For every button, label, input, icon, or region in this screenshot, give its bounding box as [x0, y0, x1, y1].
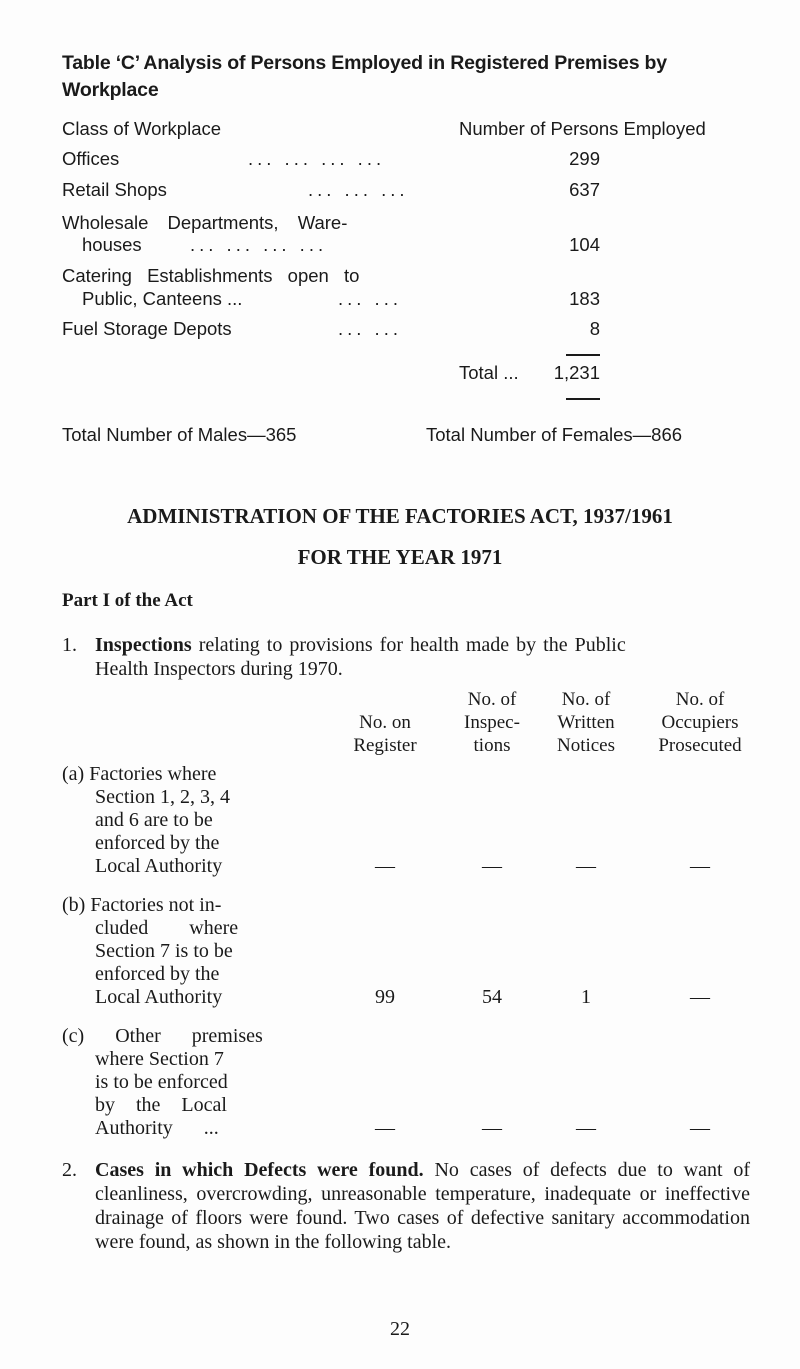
cases-paragraph: [95, 1158, 750, 1254]
table-cell: —: [482, 1117, 502, 1139]
table-c-title: Table ‘C’ Analysis of Persons Employed in Registered Premises by Workplace: [62, 52, 667, 101]
rule: [566, 354, 600, 356]
row-label-line: and 6 are to be: [95, 809, 213, 831]
total-label: Total ...: [459, 362, 519, 383]
row-label-line: enforced by the: [95, 963, 220, 985]
inspections-lead: Inspections: [95, 634, 192, 656]
inspections-intro: [95, 633, 626, 657]
workplace-row-label: Catering Establishments open to: [62, 265, 360, 286]
workplace-row-value: 299: [569, 148, 600, 169]
col-number-header: Number of Persons Employed: [459, 118, 706, 139]
table-cell: 1: [581, 986, 591, 1008]
rule: [566, 398, 600, 400]
row-label-line: enforced by the: [95, 832, 220, 854]
section-number: 1.: [62, 634, 77, 656]
col-class-header: Class of Workplace: [62, 118, 222, 139]
row-label-line: Section 7 is to be: [95, 940, 233, 962]
col-header-line: Prosecuted: [658, 735, 742, 756]
leader-dots: ... ...: [338, 318, 402, 339]
leader-dots: ... ...: [338, 288, 402, 309]
workplace-row-value: 104: [569, 234, 600, 255]
workplace-row-value: 8: [589, 318, 600, 339]
col-header-line: tions: [473, 735, 511, 756]
workplace-row-label-cont: houses: [82, 234, 142, 255]
cases-lead: Cases in which Defects were found.: [95, 1159, 424, 1181]
workplace-row-value: 637: [569, 179, 600, 200]
col-header-line: No. of: [467, 689, 517, 710]
table-cell: 99: [375, 986, 395, 1008]
workplace-row-label-cont: Public, Canteens ...: [82, 288, 243, 309]
workplace-row-label: Retail Shops: [62, 179, 167, 200]
col-header-line: No. of: [675, 689, 725, 710]
table-cell: —: [375, 1117, 395, 1139]
row-label-line: is to be enforced: [95, 1071, 228, 1093]
cases-text: No cases of defects due to want of cleanliness, overcrowding, unreasonable temperature, inadequate or ineffective drainage of floors were found. Two cases of defective sanitary accommodation were found, as shown in the following table.: [95, 1159, 751, 1253]
row-label-line: (c) Other premises: [62, 1025, 263, 1047]
admin-heading: ADMINISTRATION OF THE FACTORIES ACT, 1937/1961: [127, 504, 673, 528]
col-header-line: Notices: [556, 735, 616, 756]
admin-subheading: FOR THE YEAR 1971: [297, 545, 503, 569]
col-header-line: Occupiers: [661, 712, 739, 733]
col-header-line: No. of: [561, 689, 611, 710]
workplace-row-label: Wholesale Departments, Ware-: [62, 212, 348, 233]
table-cell: —: [576, 1117, 596, 1139]
leader-dots: ... ... ... ...: [248, 148, 386, 169]
row-label-line: by the Local: [95, 1094, 227, 1116]
leader-dots: ... ... ... ...: [190, 234, 328, 255]
page-number: 22: [390, 1318, 410, 1340]
col-header-line: Written: [557, 712, 615, 733]
table-cell: —: [690, 986, 710, 1008]
row-label-line: Local Authority: [95, 855, 223, 877]
workplace-row-value: 183: [569, 288, 600, 309]
part-heading: Part I of the Act: [62, 590, 193, 611]
row-label-line: Local Authority: [95, 986, 223, 1008]
total-value: 1,231: [553, 362, 600, 383]
row-label-line: Section 1, 2, 3, 4: [95, 786, 230, 808]
inspections-text-line2: Health Inspectors during 1970.: [95, 658, 343, 680]
total-males: Total Number of Males—365: [62, 424, 297, 445]
total-females: Total Number of Females—866: [426, 424, 683, 445]
inspections-text: relating to provisions for health made by the Public: [191, 634, 626, 656]
table-cell: 54: [482, 986, 502, 1008]
col-header-line: Inspec-: [464, 712, 520, 733]
table-cell: —: [690, 1117, 710, 1139]
row-label-line: cluded where: [95, 917, 239, 939]
section-number: 2.: [62, 1159, 77, 1181]
table-cell: —: [576, 855, 596, 877]
leader-dots: ... ... ...: [308, 179, 409, 200]
row-label-line: (b) Factories not in-: [62, 894, 222, 916]
workplace-row-label: Fuel Storage Depots: [62, 318, 232, 339]
col-header-line: Register: [353, 735, 417, 756]
row-label-line: where Section 7: [95, 1048, 224, 1070]
row-label-line: Authority ...: [95, 1117, 219, 1139]
workplace-row-label: Offices: [62, 148, 120, 169]
table-cell: —: [690, 855, 710, 877]
table-cell: —: [375, 855, 395, 877]
row-label-line: (a) Factories where: [62, 763, 217, 785]
col-header-line: No. on: [359, 712, 411, 733]
table-cell: —: [482, 855, 502, 877]
